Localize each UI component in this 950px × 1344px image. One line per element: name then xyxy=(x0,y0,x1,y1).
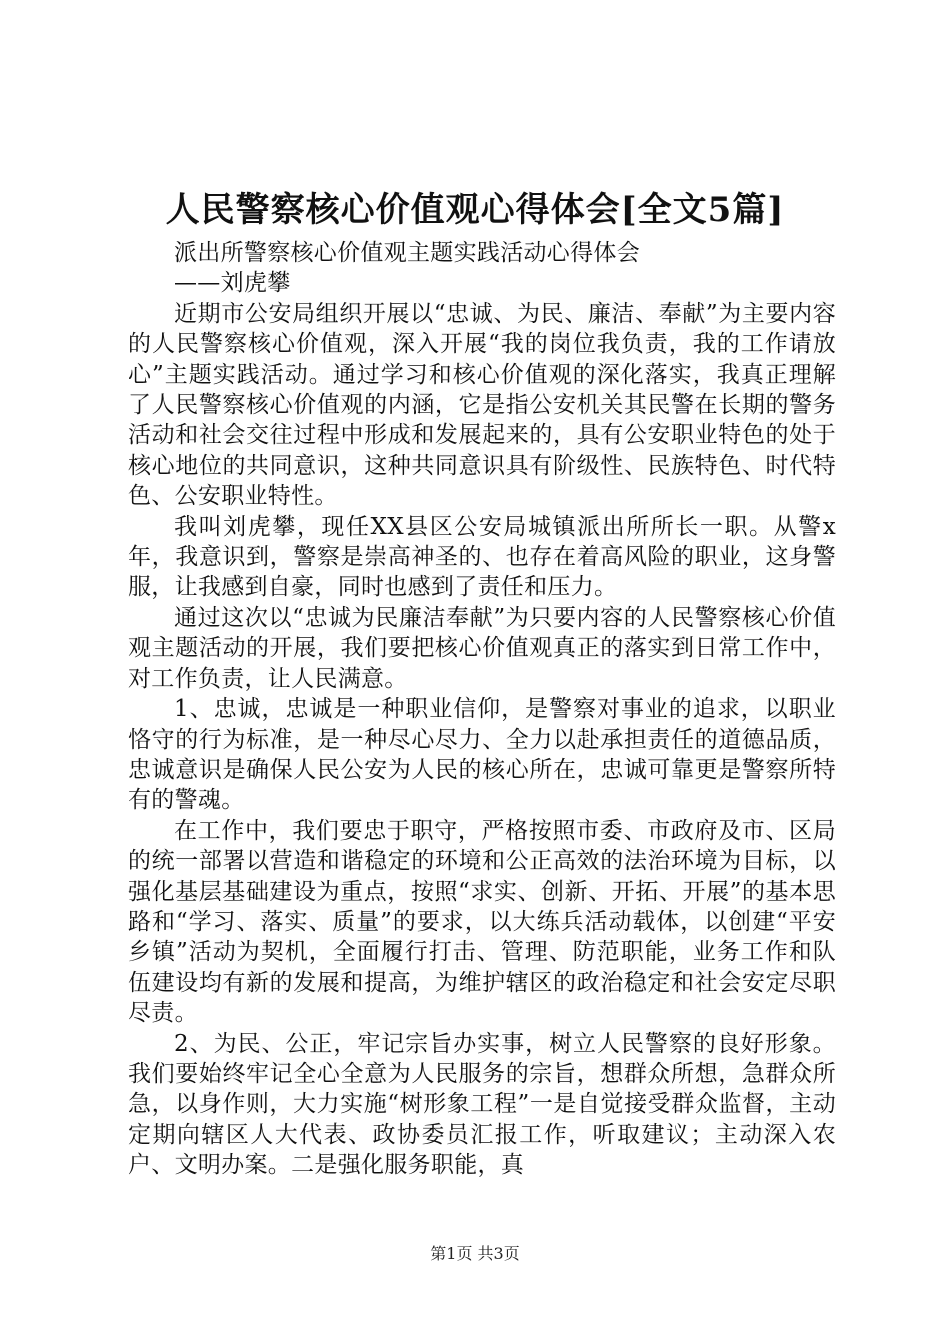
paragraph: 在工作中，我们要忠于职守，严格按照市委、市政府及市、区局的统一部署以营造和谐稳定的环境和公正高效的法治环境为目标，以强化基层基础建设为重点，按照“求实、创新、开拓、开展”的基本思路和“学习、落实、质量”的要求，以大练兵活动载体，以创建“平安乡镇”活动为契机，全面履行打击、管理、防范职能，业务工作和队伍建设均有新的发展和提高，为维护辖区的政治稳定和社会安定尽职尽责。 xyxy=(128,817,836,1027)
paragraph: 通过这次以“忠诚为民廉洁奉献”为只要内容的人民警察核心价值观主题活动的开展，我们要把核心价值观真正的落实到日常工作中，对工作负责，让人民满意。 xyxy=(128,604,836,692)
paragraph: 近期市公安局组织开展以“忠诚、为民、廉洁、奉献”为主要内容的人民警察核心价值观，深入开展“我的岗位我负责，我的工作请放心”主题实践活动。通过学习和核心价值观的深化落实，我真正理解了人民警察核心价值观的内涵，它是指公安机关其民警在长期的警务活动和社会交往过程中形成和发展起来的，具有公安职业特色的处于核心地位的共同意识，这种共同意识具有阶级性、民族特色、时代特色、公安职业特性。 xyxy=(128,300,836,510)
document-body xyxy=(128,238,836,1181)
paragraph: 我叫刘虎攀，现任XX县区公安局城镇派出所所长一职。从警x年，我意识到，警察是崇高神圣的、也存在着高风险的职业，这身警服，让我感到自豪，同时也感到了责任和压力。 xyxy=(128,513,836,601)
paragraph: 2、为民、公正，牢记宗旨办实事，树立人民警察的良好形象。我们要始终牢记全心全意为人民服务的宗旨，想群众所想，急群众所急，以身作则，大力实施“树形象工程”一是自觉接受群众监督，主动定期向辖区人大代表、政协委员汇报工作，听取建议；主动深入农户、文明办案。二是强化服务职能，真 xyxy=(128,1030,836,1179)
document-subtitle: 派出所警察核心价值观主题实践活动心得体会 xyxy=(174,240,640,266)
page-number-footer: 第1页 共3页 xyxy=(430,1244,520,1263)
paragraph: 1、忠诚，忠诚是一种职业信仰，是警察对事业的追求，以职业恪守的行为标准，是一种尽心尽力、全力以赴承担责任的道德品质，忠诚意识是确保人民公安为人民的核心所在，忠诚可靠更是警察所特有的警魂。 xyxy=(128,696,836,814)
document-author: ——刘虎攀 xyxy=(174,270,291,297)
document-title: 人民警察核心价值观心得体会[全文5篇] xyxy=(165,190,785,230)
